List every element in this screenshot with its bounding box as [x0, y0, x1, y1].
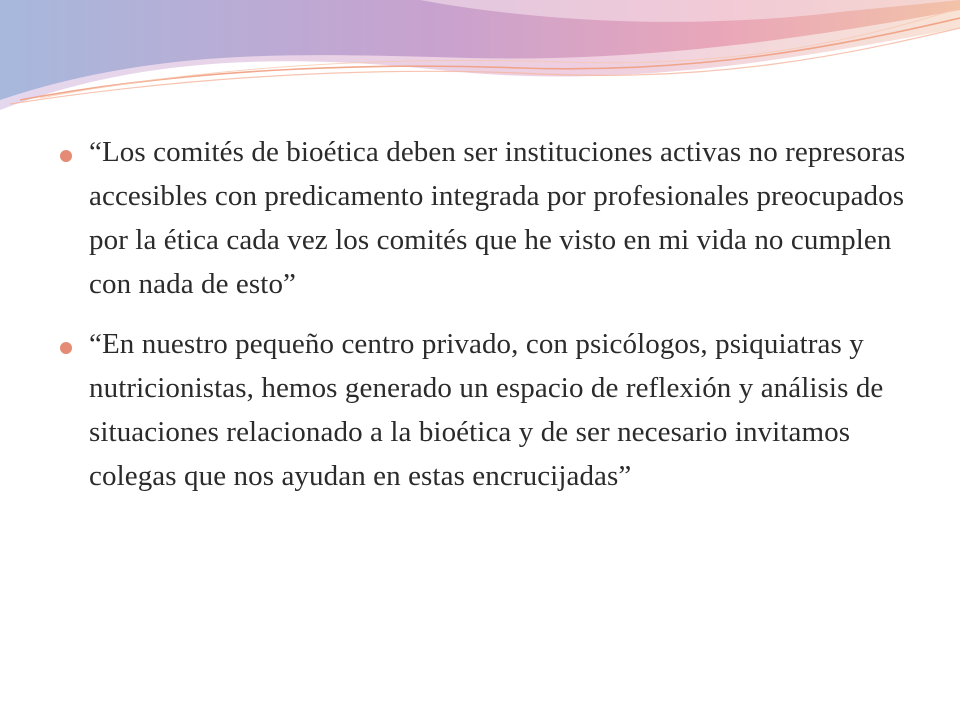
decorative-wave-header	[0, 0, 960, 120]
bullet-list	[56, 130, 916, 514]
bullet-text-1: “Los comités de bioética deben ser instituciones activas no represoras accesibles con predicamento integrada por profesionales preocupados por la ética cada vez los comités que he visto en mi vida no cumplen con nada de esto”	[89, 136, 906, 300]
bullet-item-1	[56, 130, 916, 306]
bullet-item-2	[56, 322, 916, 498]
bullet-dot-icon	[60, 342, 72, 354]
bullet-text-2: “En nuestro pequeño centro privado, con psicólogos, psiquiatras y nutricionistas, hemos generado un espacio de reflexión y análisis de situaciones relacionado a la bioética y de ser necesario invitamos colegas que nos ayudan en estas encrucijadas”	[89, 328, 884, 492]
bullet-dot-icon	[60, 150, 72, 162]
